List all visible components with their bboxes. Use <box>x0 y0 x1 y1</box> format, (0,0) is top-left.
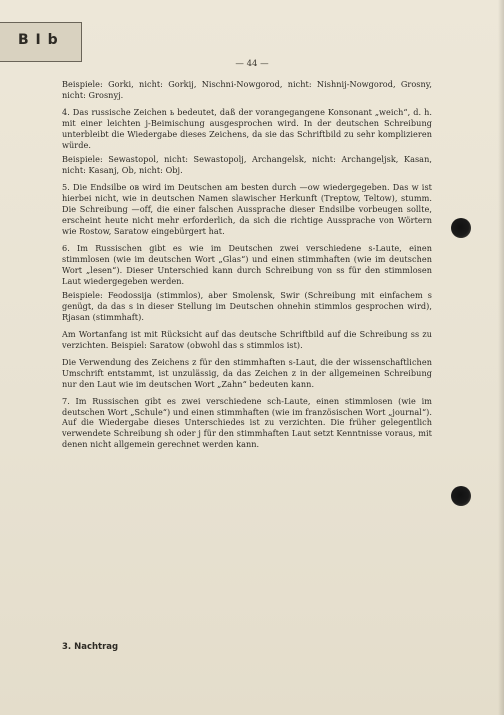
paragraph-word-start: Am Wortanfang ist mit Rücksicht auf das deutsche Schriftbild auf die Schreibung ss zu verzichten. Beispiel: Saratow (obwohl das s stimmlos ist). <box>62 329 432 351</box>
section-tab <box>0 22 82 62</box>
punch-hole-bottom <box>451 486 471 506</box>
punch-hole-top <box>451 218 471 238</box>
paragraph-rule-6: 6. Im Russischen gibt es wie im Deutschen zwei verschiedene s-Laute, einen stimmlosen (wie im deutschen Wort „Glas“) und einen stimmhaften (wie im deutschen Wort „lesen“). Dieser Unterschied kann durch Schreibung von ss für den stimmlosen Laut wiedergegeben werden. <box>62 242 432 286</box>
section-tab-label: B I b <box>18 32 59 48</box>
page-edge-shadow <box>498 0 504 715</box>
body-text <box>62 79 432 454</box>
paragraph-examples-1: Beispiele: Gorki, nicht: Gorkij, Nischni-Nowgorod, nicht: Nishnij-Nowgorod, Grosny, nicht: Grosnyj. <box>62 79 432 100</box>
paragraph-examples-2: Beispiele: Sewastopol, nicht: Sewastopolj, Archangelsk, nicht: Archangeljsk, Kasan, nicht: Kasanj, Ob, nicht: Obj. <box>62 154 432 176</box>
paragraph-rule-7: 7. Im Russischen gibt es zwei verschiedene sch-Laute, einen stimmlosen (wie im deutschen Wort „Schule“) und einen stimmhaften (wie im französischen Wort „journal“). Auf die Wiedergabe dieses Unterschiedes ist zu verzichten. Die früher gelegentlich verwendete Schreibung sh oder j für den stimmhaften Laut setzt Kenntnisse voraus, mit denen nicht allgemein gerechnet werden kann. <box>62 395 433 450</box>
page-number: — 44 — <box>235 59 269 69</box>
section-heading: 3. Nachtrag <box>62 642 119 652</box>
paragraph-rule-4: 4. Das russische Zeichen ь bedeutet, daß der vorangegangene Konsonant „weich“, d. h. mit einer leichten j-Beimischung ausgesprochen wird. In der deutschen Schreibung unterbleibt die Wiedergabe dieses Zeichens, da sie das Schriftbild zu sehr komplizieren würde. <box>62 106 432 150</box>
paragraph-examples-3: Beispiele: Feodossija (stimmlos), aber Smolensk, Swir (Schreibung mit einfachem s genügt, da das s in dieser Stellung im Deutschen ohnehin stimmlos gesprochen wird), Rjasan (stimmhaft). <box>62 290 432 323</box>
paragraph-rule-5: 5. Die Endsilbe ов wird im Deutschen am besten durch —ow wiedergegeben. Das w ist hierbei nicht, wie in deutschen Namen slawischer Herkunft (Treptow, Teltow), stumm. Die Schreibung —off, die einer falschen Aussprache dieser Endsilbe vorbeugen sollte, erscheint heute nicht mehr erforderlich, da sich die richtige Aussprache von Wörtern wie Rostow, Saratow eingebürgert hat. <box>62 182 432 236</box>
paragraph-z-sign: Die Verwendung des Zeichens z für den stimmhaften s-Laut, die der wissenschaftlichen Umschrift entstammt, ist unzulässig, da das Zeichen z in der allgemeinen Schreibung nur den Laut wie im deutschen Wort „Zahn“ bedeuten kann. <box>62 356 432 389</box>
